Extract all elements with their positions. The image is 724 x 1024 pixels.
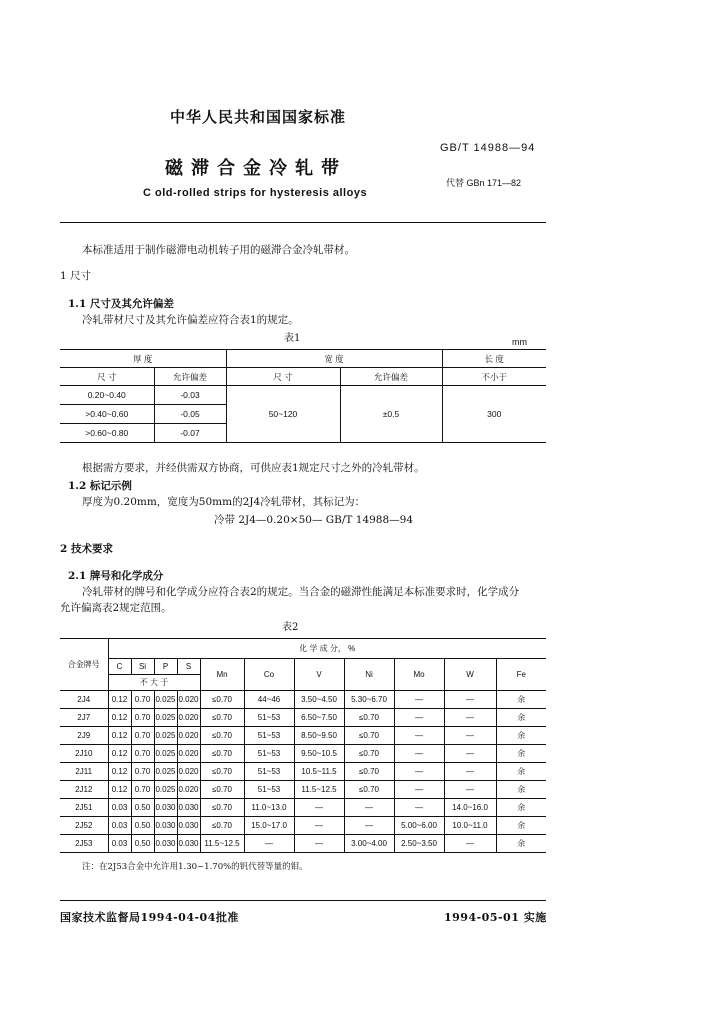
table-2-cell: ≤0.70 xyxy=(200,763,244,781)
table-2-cell: — xyxy=(394,691,444,709)
table-2-header-element: Co xyxy=(244,659,294,691)
table-2-cell: — xyxy=(344,799,394,817)
table-1-header-min: 不小于 xyxy=(442,368,546,386)
table-2-cell: — xyxy=(294,835,344,853)
table-2-grade-cell: 2J10 xyxy=(60,745,108,763)
table-row xyxy=(60,835,546,853)
table-2-cell: 余 xyxy=(496,835,546,853)
table-2-cell: 3.00~4.00 xyxy=(344,835,394,853)
table-2-cell: 0.70 xyxy=(131,763,154,781)
replaces-standard: 代替 GBn 171—82 xyxy=(446,178,522,188)
approval-date: 国家技术监督局1994-04-04批准 xyxy=(60,911,239,924)
table-2-header-element: S xyxy=(177,659,200,675)
section-1-2-title: 1.2 标记示例 xyxy=(68,480,132,492)
table-2-header-element: Ni xyxy=(344,659,394,691)
table-2-cell: 11.0~13.0 xyxy=(244,799,294,817)
table-2-cell: 0.030 xyxy=(154,817,177,835)
table-2-cell: 0.025 xyxy=(154,781,177,799)
table-1-header-thickness: 厚 度 xyxy=(60,350,226,368)
table-2-cell: 0.03 xyxy=(108,799,131,817)
table-2-cell: 余 xyxy=(496,781,546,799)
table-2-cell: ≤0.70 xyxy=(200,799,244,817)
table-2-cell: — xyxy=(444,727,496,745)
table-2-cell: 44~46 xyxy=(244,691,294,709)
table-2-cell: 0.025 xyxy=(154,691,177,709)
table-1-length-min: 300 xyxy=(442,386,546,443)
table-1-width-tolerance: ±0.5 xyxy=(340,386,442,443)
table-2-cell: — xyxy=(394,799,444,817)
table-2-cell: 0.50 xyxy=(131,817,154,835)
table-2-cell: ≤0.70 xyxy=(200,745,244,763)
table-2-cell: 0.030 xyxy=(177,835,200,853)
table-2-header-element: V xyxy=(294,659,344,691)
table-2-cell: 0.70 xyxy=(131,745,154,763)
table-2-cell: — xyxy=(394,781,444,799)
table-1-header-width: 宽 度 xyxy=(226,350,442,368)
table-2-cell: 5.00~6.00 xyxy=(394,817,444,835)
table-2-cell: 余 xyxy=(496,709,546,727)
table-2-cell: — xyxy=(294,799,344,817)
table-2-cell: ≤0.70 xyxy=(200,817,244,835)
table-2-header-element: Si xyxy=(131,659,154,675)
table-2-header-composition: 化 学 成 分， % xyxy=(108,639,546,659)
table-2-grade-cell: 2J52 xyxy=(60,817,108,835)
header-divider xyxy=(60,222,546,223)
table-2-cell: 0.020 xyxy=(177,727,200,745)
table-2-cell: ≤0.70 xyxy=(344,745,394,763)
table-2-cell: 0.12 xyxy=(108,691,131,709)
section-1-1-title: 1.1 尺寸及其允许偏差 xyxy=(68,298,174,310)
table-2-cell: — xyxy=(444,763,496,781)
table-2-note: 注：在2J53合金中允许用1.30~1.70%的钒代替等量的钼。 xyxy=(82,862,308,872)
table-2-caption: 表2 xyxy=(282,622,299,633)
table-1-cell: >0.40~0.60 xyxy=(60,405,154,424)
footer-divider xyxy=(60,900,546,901)
table-2-header-max: 不 大 于 xyxy=(108,675,200,691)
table-2-cell: ≤0.70 xyxy=(200,781,244,799)
table-2-cell: — xyxy=(444,745,496,763)
table-row xyxy=(60,691,546,709)
standard-number: GB/T 14988—94 xyxy=(440,142,536,154)
table-2-cell: ≤0.70 xyxy=(344,709,394,727)
table-2-cell: — xyxy=(394,745,444,763)
table-1-unit: mm xyxy=(512,337,527,347)
table-2-header-element: Fe xyxy=(496,659,546,691)
table-2-cell: 0.03 xyxy=(108,835,131,853)
table-2-cell: ≤0.70 xyxy=(200,727,244,745)
table-2-cell: 0.025 xyxy=(154,727,177,745)
table-2-cell: ≤0.70 xyxy=(344,781,394,799)
table-1-followup: 根据需方要求，并经供需双方协商，可供应表1规定尺寸之外的冷轧带材。 xyxy=(82,462,425,474)
table-2-header-element: P xyxy=(154,659,177,675)
table-2-grade-cell: 2J12 xyxy=(60,781,108,799)
marking-example: 冷带 2J4—0.20×50— GB/T 14988—94 xyxy=(214,514,414,526)
issuing-country-heading: 中华人民共和国国家标准 xyxy=(170,108,347,126)
table-2-cell: 余 xyxy=(496,817,546,835)
table-2-cell: 余 xyxy=(496,763,546,781)
table-2-cell: 0.50 xyxy=(131,835,154,853)
table-1-header-size: 尺 寸 xyxy=(226,368,340,386)
table-2-cell: — xyxy=(444,781,496,799)
table-2-cell: 0.70 xyxy=(131,727,154,745)
table-2-grade-cell: 2J9 xyxy=(60,727,108,745)
section-1-2-text: 厚度为0.20mm，宽度为50mm的2J4冷轧带材，其标记为： xyxy=(82,496,366,508)
table-row xyxy=(60,817,546,835)
section-2-title: 2 技术要求 xyxy=(60,543,113,555)
scope-paragraph: 本标准适用于制作磁滞电动机转子用的磁滞合金冷轧带材。 xyxy=(82,244,355,256)
table-row xyxy=(60,799,546,817)
table-1-header-tolerance: 允许偏差 xyxy=(340,368,442,386)
table-2-cell: 0.030 xyxy=(177,817,200,835)
table-2-cell: 余 xyxy=(496,691,546,709)
table-2-grade-cell: 2J11 xyxy=(60,763,108,781)
table-2-header-grade: 合金牌号 xyxy=(60,639,108,691)
table-1-header-size: 尺 寸 xyxy=(60,368,154,386)
table-2-cell: 9.50~10.5 xyxy=(294,745,344,763)
table-2-cell: 0.025 xyxy=(154,709,177,727)
table-row xyxy=(60,781,546,799)
table-2-cell: 11.5~12.5 xyxy=(200,835,244,853)
table-2-grade-cell: 2J4 xyxy=(60,691,108,709)
table-2-cell: ≤0.70 xyxy=(344,763,394,781)
table-2-cell: — xyxy=(444,835,496,853)
document-title: 磁滞合金冷轧带 xyxy=(165,158,347,179)
table-2-cell: — xyxy=(444,691,496,709)
table-1-width-size: 50~120 xyxy=(226,386,340,443)
table-row xyxy=(60,763,546,781)
table-1 xyxy=(60,349,546,443)
table-2-cell: 0.12 xyxy=(108,727,131,745)
table-2-cell: 15.0~17.0 xyxy=(244,817,294,835)
table-2-cell: 0.12 xyxy=(108,763,131,781)
table-2-grade-cell: 2J7 xyxy=(60,709,108,727)
table-2-header-element: Mo xyxy=(394,659,444,691)
table-1-cell: -0.05 xyxy=(154,405,226,424)
table-2-cell: 余 xyxy=(496,799,546,817)
table-2-cell: 0.70 xyxy=(131,691,154,709)
table-2-header-element: Mn xyxy=(200,659,244,691)
table-2-cell: ≤0.70 xyxy=(200,709,244,727)
english-title: C old-rolled strips for hysteresis alloys xyxy=(143,187,368,199)
table-2-cell: ≤0.70 xyxy=(344,727,394,745)
table-2-cell: — xyxy=(394,763,444,781)
table-2-cell: 余 xyxy=(496,745,546,763)
table-2-cell: 11.5~12.5 xyxy=(294,781,344,799)
table-2-cell: 3.50~4.50 xyxy=(294,691,344,709)
table-2-cell: ≤0.70 xyxy=(200,691,244,709)
table-2-header-element: C xyxy=(108,659,131,675)
table-2-cell: 余 xyxy=(496,727,546,745)
table-2-cell: 0.020 xyxy=(177,781,200,799)
table-row xyxy=(60,745,546,763)
table-2-cell: 0.030 xyxy=(177,799,200,817)
table-1-header-length: 长 度 xyxy=(442,350,546,368)
table-2-cell: 2.50~3.50 xyxy=(394,835,444,853)
table-2-cell: 0.12 xyxy=(108,709,131,727)
table-2-cell: 51~53 xyxy=(244,727,294,745)
table-1-caption: 表1 xyxy=(284,333,301,344)
section-2-1-text-cont: 允许偏离表2规定范围。 xyxy=(60,602,172,614)
effective-date: 1994-05-01 实施 xyxy=(444,911,547,924)
table-2-cell: 0.50 xyxy=(131,799,154,817)
section-2-1-title: 2.1 牌号和化学成分 xyxy=(68,570,164,582)
table-2-cell: 14.0~16.0 xyxy=(444,799,496,817)
table-row xyxy=(60,709,546,727)
table-2-cell: 0.030 xyxy=(154,799,177,817)
table-2-cell: — xyxy=(294,817,344,835)
table-2-cell: — xyxy=(444,709,496,727)
table-1-cell: 0.20~0.40 xyxy=(60,386,154,405)
table-2-cell: 0.70 xyxy=(131,781,154,799)
table-2-cell: — xyxy=(244,835,294,853)
table-2-cell: 0.025 xyxy=(154,763,177,781)
table-2-cell: 6.50~7.50 xyxy=(294,709,344,727)
table-2-cell: 10.5~11.5 xyxy=(294,763,344,781)
section-1-1-text: 冷轧带材尺寸及其允许偏差应符合表1的规定。 xyxy=(82,314,299,326)
table-2-cell: 51~53 xyxy=(244,763,294,781)
table-2-cell: 0.020 xyxy=(177,691,200,709)
table-1-cell: >0.60~0.80 xyxy=(60,424,154,443)
table-2-cell: 0.020 xyxy=(177,709,200,727)
table-2-cell: 5.30~6.70 xyxy=(344,691,394,709)
table-row xyxy=(60,727,546,745)
table-2-cell: 10.0~11.0 xyxy=(444,817,496,835)
table-2-cell: 0.70 xyxy=(131,709,154,727)
table-2-cell: 0.12 xyxy=(108,781,131,799)
table-2-header-element: W xyxy=(444,659,496,691)
table-2-grade-cell: 2J53 xyxy=(60,835,108,853)
table-2-cell: 0.03 xyxy=(108,817,131,835)
table-2-cell: 0.020 xyxy=(177,745,200,763)
table-2-cell: 51~53 xyxy=(244,745,294,763)
table-2 xyxy=(60,638,546,853)
table-2-cell: 8.50~9.50 xyxy=(294,727,344,745)
table-2-cell: 0.030 xyxy=(154,835,177,853)
table-2-cell: 0.020 xyxy=(177,763,200,781)
table-1-cell: -0.03 xyxy=(154,386,226,405)
table-2-cell: — xyxy=(394,709,444,727)
table-2-cell: — xyxy=(344,817,394,835)
table-2-cell: 0.12 xyxy=(108,745,131,763)
table-1-cell: -0.07 xyxy=(154,424,226,443)
table-2-cell: 51~53 xyxy=(244,709,294,727)
table-2-cell: — xyxy=(394,727,444,745)
table-2-cell: 51~53 xyxy=(244,781,294,799)
table-1-header-tolerance: 允许偏差 xyxy=(154,368,226,386)
section-2-1-text: 冷轧带材的牌号和化学成分应符合表2的规定。当合金的磁滞性能满足本标准要求时，化学成分 xyxy=(82,586,520,598)
table-2-grade-cell: 2J51 xyxy=(60,799,108,817)
table-2-cell: 0.025 xyxy=(154,745,177,763)
section-1-title: 1 尺寸 xyxy=(60,270,92,282)
